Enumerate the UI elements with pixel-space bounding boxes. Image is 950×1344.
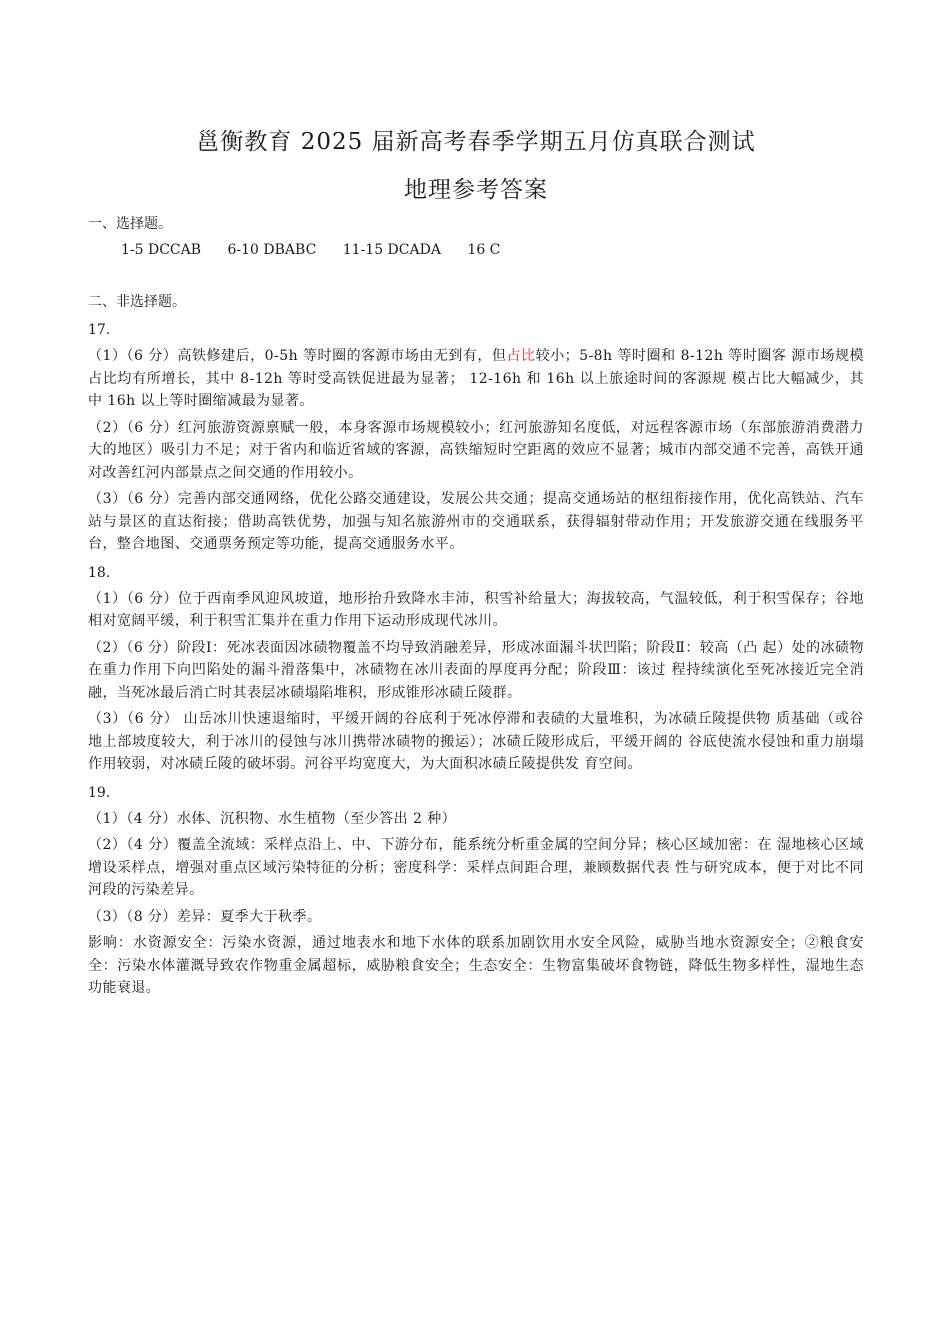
question-17-number: 17. (88, 322, 111, 338)
question-19-answer-3: （3）（8 分）差异：夏季大于秋季。 (88, 908, 322, 925)
question-17-answer-2: （2）（6 分）红河旅游资源禀赋一般，本身客源市场规模较小；红河旅游知名度低，对远程客源市场（东部旅游消费潜力大的地区）吸引力不足；对于省内和临近省域的客源，高铁缩短时空距离的效应不显著；城市内部交通不完善，高铁开通对改善红河内部景点之间交通的作用较小。 (88, 419, 864, 481)
highlighted-text: 占比 (506, 348, 536, 364)
choice-answer-group: 16 C (467, 242, 501, 258)
question-17-answer-1 (88, 345, 864, 413)
question-19-number: 19. (88, 784, 111, 801)
answer-document (88, 125, 864, 1000)
choice-answer-group: 11-15 DCADA (342, 242, 441, 258)
question-18-number: 18. (88, 564, 111, 581)
question-19-answer-4: 影响：水资源安全：污染水资源，通过地表水和地下水体的联系加剧饮用水安全风险，威胁当地水资源安全；②粮食安全：污染水体灌溉导致农作物重金属超标，威胁粮食安全；生态安全：生物富集破坏食物链，降低生物多样性，湿地生态功能衰退。 (88, 935, 864, 996)
section-choice-heading: 一、选择题。 (88, 216, 172, 232)
question-19-answer-1: （1）（4 分）水体、沉积物、水生植物（至少答出 2 种） (88, 810, 457, 827)
choice-answer-group: 1-5 DCCAB (121, 242, 202, 258)
section-nonchoice-heading: 二、非选择题。 (88, 294, 186, 310)
answer-text: （1）（6 分）高铁修建后，0-5h 等时圈的客源市场由无到有，但 (88, 348, 507, 364)
choice-answer-group: 6-10 DBABC (227, 242, 317, 258)
document-subtitle: 地理参考答案 (404, 177, 548, 203)
question-17-answer-3: （3）（6 分）完善内部交通网络，优化公路交通建设，发展公共交通；提高交通场站的枢纽衔接作用，优化高铁站、汽车站与景区的直达衔接；借助高铁优势，加强与知名旅游州市的交通联系，获得辐射带动作用；开发旅游交通在线服务平台，整合地图、交通票务预定等功能，提高交通服务水平。 (88, 491, 864, 552)
question-18-answer-1: （1）（6 分）位于西南季风迎风坡道，地形抬升致降水丰沛，积雪补给量大；海拔较高，气温较低，利于积雪保存；谷地相对宽阔平缓，利于积雪汇集并在重力作用下运动形成现代冰川。 (88, 590, 864, 629)
answer-text: 较小；5-8h 等时圈和 8-12h 等时圈客 源市场规模占比均有所增长，其中 8-12h 等时受高铁促进最为显著； 12-16h 和 16h 以上旅途时间的客源规 模占比大幅减少，其中 16h 以上等时圈缩减最为显著。 (88, 348, 865, 409)
choice-answers (121, 239, 864, 261)
document-title: 邕衡教育 2025 届新高考春季学期五月仿真联合测试 (196, 129, 756, 155)
question-18-answer-3: （3）（6 分） 山岳冰川快速退缩时，平缓开阔的谷底利于死冰停滞和表碛的大量堆积，为冰碛丘陵提供物 质基础（或谷地上部坡度较大，利于冰川的侵蚀与冰川携带冰碛物的搬运）；冰碛丘陵形成后，平缓开阔的 谷底使流水侵蚀和重力崩塌作用较弱，对冰碛丘陵的破坏弱。河谷平均宽度大，为大面积冰碛丘陵提供发 育空间。 (88, 711, 864, 772)
question-19-answer-2: （2）（4 分）覆盖全流域：采样点沿上、中、下游分布，能系统分析重金属的空间分异；核心区域加密：在 湿地核心区域增设采样点，增强对重点区域污染特征的分析；密度科学：采样点间距合理，兼顾数据代表 性与研究成本，便于对比不同河段的污染差异。 (88, 837, 864, 898)
question-18-answer-2: （2）（6 分）阶段Ⅰ：死冰表面因冰碛物覆盖不均导致消融差异，形成冰面漏斗状凹陷；阶段Ⅱ：较高（凸 起）处的冰碛物在重力作用下向凹陷处的漏斗滑落集中，冰碛物在冰川表面的厚度再分配；阶段Ⅲ：该过 程持续演化至死冰接近完全消融，当死冰最后消亡时其表层冰碛塌陷堆积，形成锥形冰碛丘陵群。 (88, 639, 864, 701)
